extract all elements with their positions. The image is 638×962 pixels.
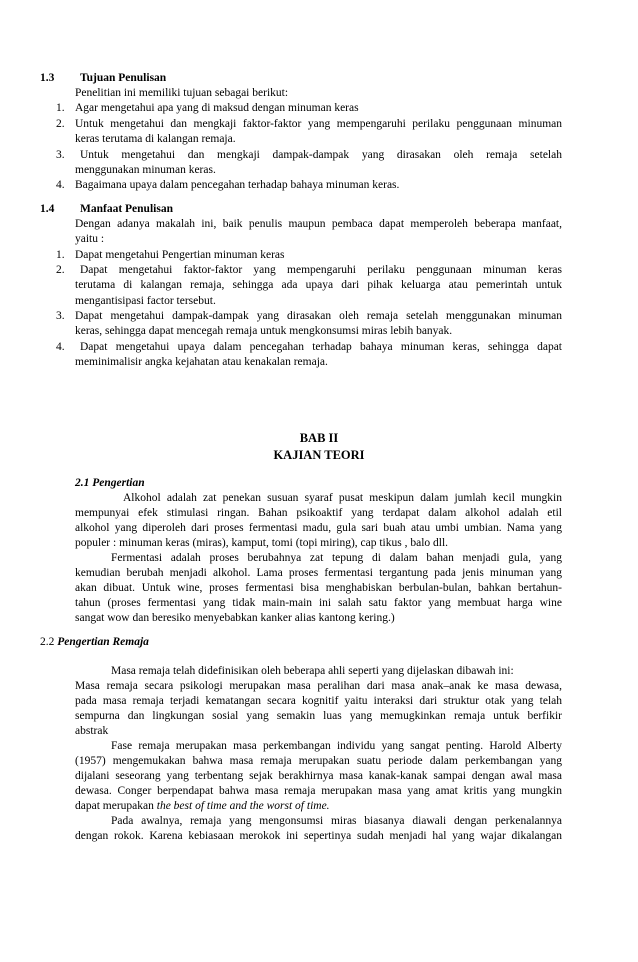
paragraph-line: populer : minuman keras (miras), kamput, tomi (topi miring), cap tikus , balo dll. [75,537,449,549]
section-intro-continuation: yaitu : [75,233,105,245]
list-item: Bagaimana upaya dalam pencegahan terhadap bahaya minuman keras. [75,179,400,191]
subsection-heading: 2.1 Pengertian [75,477,145,489]
subsection-number: 2.2 [40,636,55,648]
section-intro: Penelitian ini memiliki tujuan sebagai berikut: [75,87,289,99]
paragraph-line: mempunyai efek stimulasi ringan. Bahan psikoaktif yang terdapat dalam alkohol adalah etil [75,507,562,519]
paragraph-line: pada masa remaja terjadi kematangan secara kognitif yaitu interaksi dari struktur otak yang telah [75,695,562,707]
paragraph-line: sangat wow dan beresiko menyebabkan kanker alias kantong kering.) [75,612,395,624]
chapter-subtitle: KAJIAN TEORI [273,448,365,462]
paragraph-line: Fase remaja merupakan masa perkembangan individu yang sangat penting. Harold Alberty [111,740,562,752]
paragraph-line: tahun (proses fermentasi yang tidak main-main ini salah satu faktor yang membuat harga wine [75,597,562,609]
paragraph-line: dewasa. Conger berpendapat bahwa masa remaja merupakan masa yang amat kritis yang mungkin [75,785,562,797]
list-item-continuation: menggunakan minuman keras. [75,164,216,176]
paragraph-line: kemudian berubah menjadi alkohol. Lama proses fermentasi tergantung pada jenis minuman yang [75,567,562,579]
paragraph-line: Fermentasi adalah proses berubahnya zat tepung di dalam bahan menjadi gula, yang [111,552,562,564]
list-number: 4. [56,341,65,353]
paragraph-line: akan dibuat. Untuk wine, proses fermentasi bisa menghabiskan berbulan-bulan, bahkan bertahun- [75,582,562,594]
section-heading: Manfaat Penulisan [80,203,173,215]
list-number: 4. [56,179,65,191]
paragraph-line: Masa remaja telah didefinisikan oleh beberapa ahli seperti yang dijelaskan dibawah ini: [111,665,514,677]
list-item: Dapat mengetahui faktor-faktor yang mempengaruhi perilaku penggunaan minuman keras [80,264,562,276]
paragraph-line: Pada awalnya, remaja yang mengonsumsi miras biasanya diawali dengan perkenalannya [111,815,562,827]
paragraph-line: dengan rokok. Karena kebiasaan merokok ini sepertinya sudah menjadi hal yang wajar dikalangan [75,830,562,842]
paragraph-text: dapat merupakan [75,800,157,812]
section-number: 1.3 [40,72,55,84]
list-item-continuation: mengantisipasi factor tersebut. [75,295,216,307]
list-item: Dapat mengetahui upaya dalam pencegahan terhadap bahaya minuman keras, sehingga dapat [80,341,562,353]
paragraph-line: alkohol yang diperoleh dari proses fermentasi madu, gula sari buah atau umbi umbian. Nama yang [75,522,562,534]
list-item: Dapat mengetahui Pengertian minuman keras [75,249,285,261]
list-number: 2. [56,264,65,276]
list-item-continuation: keras, sehingga dapat mencegah remaja untuk mengkonsumsi miras lebih banyak. [75,325,453,337]
list-number: 1. [56,102,65,114]
list-item-continuation: meminimalisir angka kejahatan atau kenakalan remaja. [75,356,328,368]
subsection-heading [40,635,149,650]
paragraph-line: dijalani seseorang yang terbentang sejak berakhirnya masa kanak-kanak sampai dengan awal masa [75,770,562,782]
paragraph-line [75,799,330,814]
paragraph-line: Masa remaja secara psikologi merupakan masa peralihan dari masa anak–anak ke masa dewasa, [75,680,562,692]
paragraph-line: Alkohol adalah zat penekan susuan syaraf pusat meskipun dalam jumlah kecil mungkin [123,492,562,504]
list-number: 1. [56,249,65,261]
list-item-continuation: keras terutama di kalangan remaja. [75,133,236,145]
list-item: Agar mengetahui apa yang di maksud dengan minuman keras [75,102,359,114]
section-intro: Dengan adanya makalah ini, baik penulis maupun pembaca dapat memperoleh beberapa manfaat, [75,218,562,230]
chapter-title: BAB II [299,431,339,445]
section-heading: Tujuan Penulisan [80,72,167,84]
list-number: 3. [56,149,65,161]
section-number: 1.4 [40,203,55,215]
paragraph-line: abstrak [75,725,109,737]
paragraph-line: sempurna dan lingkungan sosial yang semakin luas yang memugkinkan remaja untuk berfikir [75,710,562,722]
list-number: 2. [56,118,65,130]
list-item-continuation: terutama di kalangan remaja, sehingga ada upaya dari pihak keluarga atau pemerintah untuk [75,279,562,291]
subsection-title: Pengertian Remaja [57,636,149,648]
italic-phrase: the best of time and the worst of time. [156,800,330,812]
paragraph-line: (1957) mengemukakan bahwa masa remaja merupakan suatu periode dalam perkembangan yang [75,755,562,767]
list-item: Dapat mengetahui dampak-dampak yang dirasakan oleh remaja setelah menggunakan minuman [75,310,562,322]
list-item: Untuk mengetahui dan mengkaji faktor-faktor yang mempengaruhi perilaku penggunaan minuman [75,118,562,130]
list-item: Untuk mengetahui dan mengkaji dampak-dampak yang dirasakan oleh remaja setelah [80,149,562,161]
list-number: 3. [56,310,65,322]
